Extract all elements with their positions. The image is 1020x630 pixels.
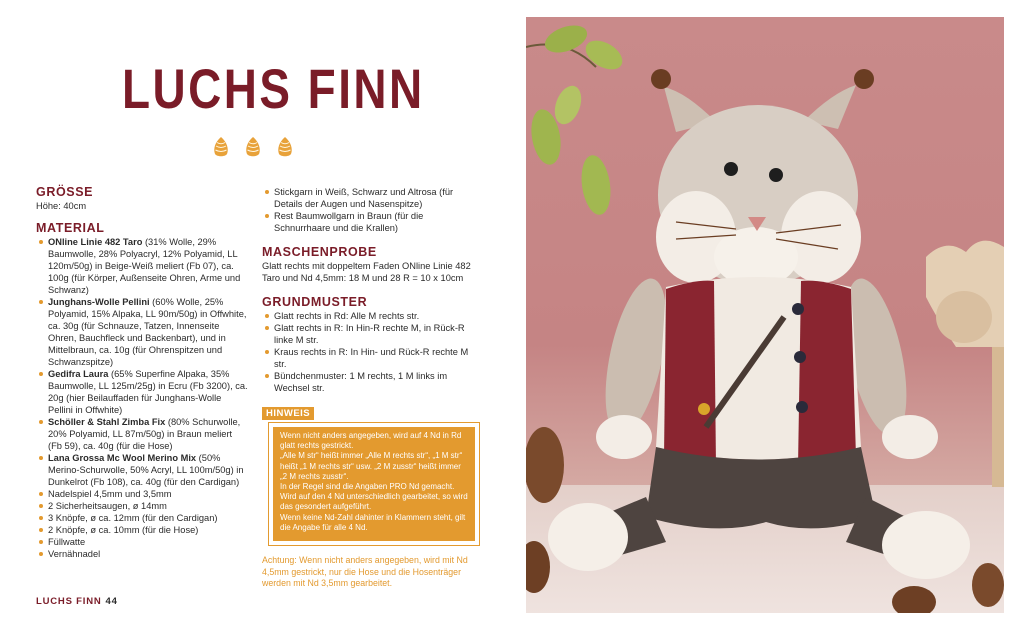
hint-content <box>273 427 475 541</box>
material-item: Lana Grossa Mc Wool Merino Mix (50% Merino-Schurwolle, 50% Acryl, LL 100m/50g) in Dunkelrot (Fb 108), ca. 40g (für den Cardigan) <box>36 452 248 488</box>
gauge-heading: MASCHENPROBE <box>262 245 377 259</box>
footer-title: LUCHS FINN <box>36 596 102 607</box>
material-item: 3 Knöpfe, ø ca. 12mm (für den Cardigan) <box>36 512 248 524</box>
hint-line: Wenn nicht anders angegeben, wird auf 4 Nd in Rd glatt rechts gestrickt. <box>280 431 462 451</box>
hint-label: HINWEIS <box>262 407 314 420</box>
wooden-moose <box>926 241 1004 487</box>
size-text: Höhe: 40cm <box>36 201 87 211</box>
hint-line: In der Regel sind die Angaben PRO Nd gemacht. Wird auf den 4 Nd unterschiedlich gearbeitet, so wird das gesondert aufgeführt. <box>280 482 468 512</box>
page-number: 44 <box>105 596 118 607</box>
right-column <box>262 186 482 402</box>
material-item: 2 Knöpfe, ø ca. 10mm (für die Hose) <box>36 524 248 536</box>
material-item: 2 Sicherheitsaugen, ø 14mm <box>36 500 248 512</box>
material-item: Nadelspiel 4,5mm und 3,5mm <box>36 488 248 500</box>
pinecone-icon <box>212 136 230 158</box>
material-heading: MATERIAL <box>36 221 105 235</box>
lynx-photo <box>526 17 1004 613</box>
left-column <box>36 186 248 568</box>
material-list <box>36 236 248 560</box>
page-footer <box>36 596 118 607</box>
pinecone-prop <box>892 586 936 613</box>
material-item: Gedifra Laura (65% Superfine Alpaka, 35% Baumwolle, LL 125m/25g) in Ecru (Fb 3200), ca. 20g (hier Beilauffaden für Junghans-Wolle Pellini in Offwhite) <box>36 368 248 416</box>
material-item: Rest Baumwollgarn in Braun (für die Schnurrhaare und die Krallen) <box>262 210 482 234</box>
hint-box <box>268 422 480 546</box>
material-item: Stickgarn in Weiß, Schwarz und Altrosa (für Details der Augen und Nasenspitze) <box>262 186 482 210</box>
pattern-item: Glatt rechts in R: In Hin-R rechte M, in Rück-R linke M str. <box>262 322 482 346</box>
lynx-toy-illustration <box>526 17 1004 613</box>
leaf-branch <box>526 20 627 216</box>
pinecone-prop <box>526 541 550 593</box>
pinecone-icon <box>276 136 294 158</box>
pinecone-prop <box>526 427 564 503</box>
pinecone-prop <box>972 563 1004 607</box>
pinecone-icon <box>244 136 262 158</box>
material-item: Vernähnadel <box>36 548 248 560</box>
pattern-item: Bündchenmuster: 1 M rechts, 1 M links im Wechsel str. <box>262 370 482 394</box>
pattern-item: Glatt rechts in Rd: Alle M rechts str. <box>262 310 482 322</box>
material-item: Junghans-Wolle Pellini (60% Wolle, 25% Polyamid, 15% Alpaka, LL 90m/50g) in Offwhite, ca. 30g (für Schnauze, Tatzen, Innenseite Ohren, Bauchfleck und Backenbart), und in Mittelbraun, ca. 10g (für Ohrenspitzen und Schwanzspitze) <box>36 296 248 368</box>
pattern-heading: GRUNDMUSTER <box>262 295 368 309</box>
material-list-continued <box>262 186 482 234</box>
gauge-text: Glatt rechts mit doppeltem Faden ONline Linie 482 Taro und Nd 4,5mm: 18 M und 28 R = 10 x 10cm <box>262 261 471 283</box>
pattern-item: Kraus rechts in R: In Hin- und Rück-R rechte M str. <box>262 346 482 370</box>
hint-line: „Alle M str“ heißt immer „Alle M rechts str“, „1 M str“ heißt „1 M rechts str“ usw. „2 M zusstr“ heißt immer „2 M rechts zusstr“. <box>280 451 463 481</box>
page-title: LUCHS FINN <box>122 57 425 120</box>
caution-note: Achtung: Wenn nicht anders angegeben, wird mit Nd 4,5mm gestrickt, nur die Hose und die Hosenträger werden mit Nd 3,5mm gearbeitet. <box>262 555 468 588</box>
decorative-cones <box>212 136 294 158</box>
lynx-toy <box>548 69 970 579</box>
material-item: Schöller & Stahl Zimba Fix (80% Schurwolle, 20% Polyamid, LL 87m/50g) in Braun meliert (Fb 59), ca. 40g (für die Hose) <box>36 416 248 452</box>
size-heading: GRÖSSE <box>36 185 94 199</box>
pattern-list <box>262 310 482 394</box>
material-item: Füllwatte <box>36 536 248 548</box>
material-item: ONline Linie 482 Taro (31% Wolle, 29% Baumwolle, 28% Polyacryl, 12% Polyamid, LL 120m/50g) in Beige-Weiß meliert (Fb 07), ca. 100g (für Körper, Außenseite Ohren, Arme und Schwanz) <box>36 236 248 296</box>
hint-line: Wenn keine Nd-Zahl dahinter in Klammern steht, gilt die Angabe für alle 4 Nd. <box>280 512 466 532</box>
